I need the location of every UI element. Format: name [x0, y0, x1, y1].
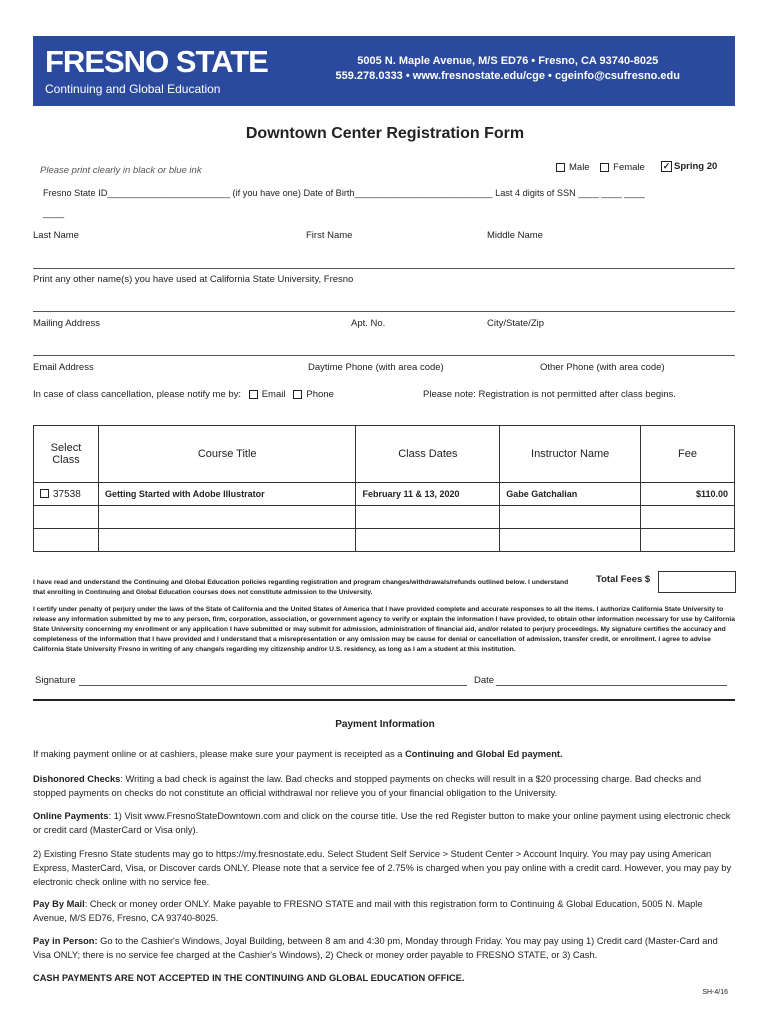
pay-in-person: Pay in Person: Go to the Cashier's Windows, Joyal Building, between 8 am and 4:30 pm, Monday through Friday. You may pay using 1) Credit card (Master-Card and Visa ONLY; there is no service fee charged at the Cashier's Windows), 2) Check or money order payable to FRESNO STATE, or 3) Cash.	[33, 936, 718, 960]
contact-line: 559.278.0333 • www.fresnostate.edu/cge • cgeinfo@csufresno.edu	[335, 70, 680, 82]
header-address	[336, 54, 680, 84]
daytime-phone-label: Daytime Phone (with area code)	[308, 362, 444, 373]
male-checkbox[interactable]	[556, 163, 565, 172]
online-payments-2: 2) Existing Fresno State students may go to https://my.fresnostate.edu. Select Student Self Service > Student Center > Account Inquiry. You may pay using American Express, MasterCard, Visa, or Discover cards ONLY. Please note that a service fee of 2.75% is charged when you pay online with a credit card. However, you may pay by electronic check online with no service fee.	[33, 849, 732, 887]
online-payments: Online Payments: 1) Visit www.FresnoStateDowntown.com and click on the course title. Use the red Register button to make your online payment using electronic check or credit card (MasterCard or Visa only).	[33, 811, 731, 835]
payment-heading: Payment Information	[335, 719, 435, 730]
first-name-label: First Name	[306, 230, 353, 241]
dishonored-checks: Dishonored Checks: Writing a bad check is against the law. Bad checks and stopped payments on checks will result in a $20 processing charge. Bad checks and stopped payments on checks do not constitute an official withdrawal nor relieve you of your financial obligation to the University.	[33, 774, 702, 798]
email-address-label: Email Address	[33, 362, 94, 373]
instructor-cell: Gabe Gatchalian	[500, 483, 641, 506]
divider	[33, 699, 735, 701]
date-line[interactable]	[496, 685, 727, 686]
course-title-cell: Getting Started with Adobe Illustrator	[98, 483, 356, 506]
table-row	[34, 529, 735, 552]
notify-email-label: Email	[261, 389, 286, 400]
payment-intro: If making payment online or at cashiers, please make sure your payment is receipted as a Continuing and Global Ed payment.	[33, 749, 563, 759]
notify-phone-checkbox[interactable]	[293, 390, 302, 399]
pay-by-mail: Pay By Mail: Check or money order ONLY. Make payable to FRESNO STATE and mail with this registration form to Continuing & Global Education, 5005 N. Maple Avenue, M/S ED76, Fresno, CA 93740-8025.	[33, 899, 703, 923]
male-option[interactable]: Male	[556, 162, 590, 173]
apt-no-label: Apt. No.	[351, 318, 386, 329]
last-name-label: Last Name	[33, 230, 79, 241]
notify-email-checkbox[interactable]	[249, 390, 258, 399]
term-option[interactable]: ✓ Spring 20	[662, 161, 718, 173]
instructions: Please print clearly in black or blue ink	[40, 165, 202, 176]
notify-phone-label: Phone	[306, 389, 334, 400]
notify-row	[33, 389, 334, 400]
header-select-class: Select Class	[34, 426, 99, 483]
female-option[interactable]: Female	[600, 162, 645, 173]
signature-line[interactable]	[79, 685, 467, 686]
logo-subtitle: Continuing and Global Education	[45, 82, 221, 96]
logo-text: FRESNO STATE	[45, 44, 268, 79]
select-class-cell[interactable]: 37538	[34, 483, 99, 506]
table-row	[34, 506, 735, 529]
header-fee: Fee	[641, 426, 735, 483]
form-title: Downtown Center Registration Form	[245, 125, 525, 142]
name-field-line[interactable]	[33, 268, 735, 269]
notify-label: In case of class cancellation, please notify me by:	[33, 389, 242, 400]
form-code: SH-4/16	[702, 989, 728, 996]
policy-text: I have read and understand the Continuing and Global Education policies regarding registration and program changes/withdrawals/refunds outlined below. I understand that enrolling in Continuing and Global Education courses does not constitute admission to the University.	[33, 579, 569, 596]
other-phone-label: Other Phone (with area code)	[540, 362, 665, 373]
header-banner	[33, 36, 735, 106]
address-field-line[interactable]	[33, 355, 735, 356]
certify-text: I certify under penalty of perjury under the laws of the State of California and the United States of America that I have provided complete and accurate responses to all the items. I authorize California State University to release any information submitted by me to any person, firm, corporation, association, or government agency to verify or explain the information I have provided, to obtain other information necessary for use by California State University concerning my enrollment or any application I have submitted or may submit for admission, administration of financial aid, and/or related to perjury proceedings. My signature certifies the accuracy and completeness of the information that I have provided and I understand that a misrepresentation or any omission may be cause for denial or cancellation of admission, transfer credit, or enrollment. I agree to advise California State University Fresno in writing of any change/s regarding my citizenship and/or U.S. residency, as long as I am a student at this institution.	[33, 606, 735, 653]
gender-group	[556, 162, 645, 173]
other-names-label: Print any other name(s) you have used at California State University, Fresno	[33, 274, 354, 285]
total-fees-label: Total Fees $	[596, 574, 651, 585]
middle-name-label: Middle Name	[487, 230, 543, 241]
select-class-checkbox[interactable]	[40, 489, 49, 498]
fee-cell: $110.00	[641, 483, 735, 506]
female-checkbox[interactable]	[600, 163, 609, 172]
date-label: Date	[474, 675, 495, 686]
course-table	[33, 425, 735, 552]
id-dob-ssn-row[interactable]: Fresno State ID________________________ (if you have one) Date of Birth___________________________ Last 4 digits of SSN ____ ____ ____	[43, 188, 645, 198]
signature-label: Signature	[35, 675, 76, 686]
ssn-tail: ____	[43, 208, 65, 219]
other-names-field-line[interactable]	[33, 311, 735, 312]
header-course-title: Course Title	[98, 426, 356, 483]
class-dates-cell: February 11 & 13, 2020	[356, 483, 500, 506]
term-checkbox-checked[interactable]: ✓	[662, 161, 671, 171]
registration-note: Please note: Registration is not permitted after class begins.	[423, 389, 676, 400]
city-state-zip-label: City/State/Zip	[487, 318, 545, 329]
table-row	[34, 483, 735, 506]
total-fees-input[interactable]	[658, 571, 736, 593]
mailing-address-label: Mailing Address	[33, 318, 101, 329]
header-instructor: Instructor Name	[500, 426, 641, 483]
course-table-header	[34, 426, 735, 483]
cash-notice: CASH PAYMENTS ARE NOT ACCEPTED IN THE CONTINUING AND GLOBAL EDUCATION OFFICE.	[33, 973, 465, 983]
header-class-dates: Class Dates	[356, 426, 500, 483]
address-line: 5005 N. Maple Avenue, M/S ED76 • Fresno, CA 93740-8025	[357, 55, 659, 67]
